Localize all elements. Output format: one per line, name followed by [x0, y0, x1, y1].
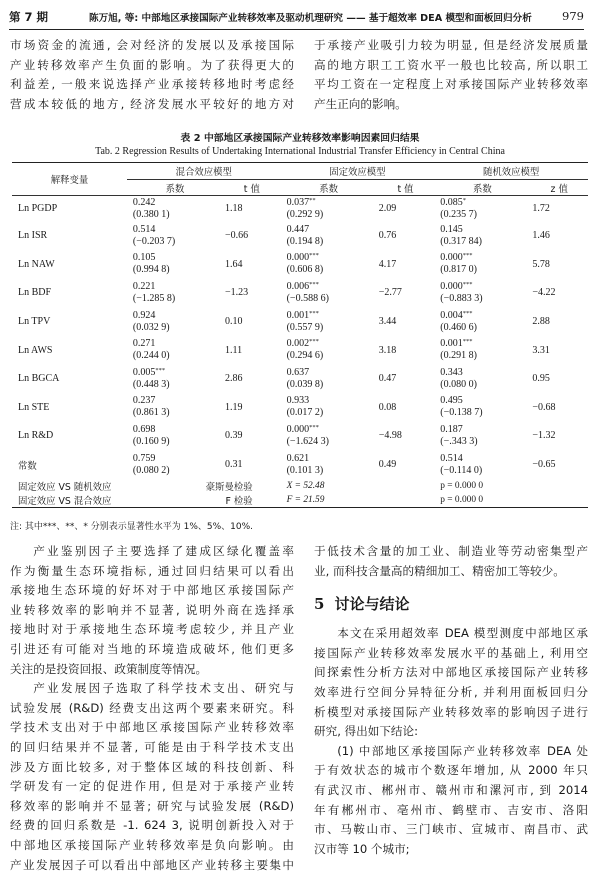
coef-value: 0.000 — [286, 423, 310, 435]
coef-value: 0.698 — [132, 423, 156, 435]
group-header-fixed: 固定效应模型 — [281, 163, 435, 180]
coef-cell — [434, 279, 530, 308]
coef-cell — [281, 279, 377, 308]
table-row — [12, 307, 588, 336]
t-value: 3.44 — [378, 316, 397, 328]
text-line: 研究, 得出如下结论: — [314, 724, 419, 739]
coef-value: 0.145 — [440, 223, 463, 235]
coef-value: 0.242 — [132, 196, 156, 208]
t-header: t 值 — [377, 180, 435, 196]
significance-mark: *** — [309, 252, 319, 260]
top-right-paragraph — [314, 36, 588, 114]
t-value: 0.08 — [378, 401, 397, 413]
coef-value-line — [133, 310, 223, 322]
table-row — [12, 450, 588, 479]
text-line: 产业发展因子可以看出中部地区产业转移主要集中 — [10, 857, 294, 872]
z-value: 1.72 — [532, 203, 550, 215]
z-value: 1.46 — [532, 230, 550, 242]
running-title: 陈万旭, 等: 中部地区承接国际产业转移效率及驱动机理研究 —— 基于超效率 DEA 模型和面板回归分析 — [89, 13, 532, 24]
coef-cell — [281, 196, 377, 222]
coef-value-line — [287, 338, 377, 350]
coef-cell — [434, 450, 530, 479]
right-column-body — [314, 542, 588, 859]
coef-cell — [434, 336, 530, 365]
text-line: 高的地方职工工资水平一般也比较高, 所以职工 — [314, 57, 588, 72]
variable-header: 解释变量 — [12, 163, 127, 196]
text-line: 市场资金的流通, 会对经济的发展以及承接国际 — [10, 38, 294, 52]
significance-mark: *** — [155, 366, 166, 374]
variable-name: Ln BGCA — [18, 373, 60, 385]
section-number: 5 — [314, 595, 325, 614]
table-row — [12, 422, 588, 451]
text-line: 析模型对承接国际产业转移效率的影响因子进行 — [314, 704, 588, 719]
t-value: 0.49 — [378, 459, 397, 471]
text-line: 涉及方面比较多, 对于整体区域的科技创新、科 — [10, 759, 294, 774]
table-row — [12, 222, 588, 251]
test-row — [12, 493, 588, 508]
text-line: 平均工资在一定程度上对承接国际产业转移效率 — [314, 77, 588, 92]
coef-estimate: (0.244 0) — [132, 350, 170, 362]
text-line: 效率进行空间分异特征分析, 并利用面板回归分 — [314, 684, 588, 699]
coef-estimate: (0.994 8) — [132, 264, 170, 276]
significance-mark: *** — [462, 338, 473, 346]
coef-value: 0.514 — [132, 223, 156, 235]
coef-cell — [281, 222, 377, 251]
text-line: 作为衡量生态环境指标, 通过回归结果可以看出 — [10, 563, 294, 578]
coef-value: 0.000 — [440, 252, 463, 264]
t-value: −0.66 — [225, 230, 249, 242]
coef-estimate: (−0.883 3) — [440, 292, 483, 304]
test-p-value: p = 0.000 0 — [440, 480, 484, 491]
table-row — [12, 250, 588, 279]
coef-cell — [281, 307, 377, 336]
coef-value-line — [133, 453, 223, 465]
variable-name: 常数 — [18, 460, 37, 472]
coef-estimate: (−0.114 0) — [440, 464, 483, 476]
t-value: 1.19 — [225, 401, 243, 413]
coef-value: 0.001 — [440, 338, 463, 350]
text-line: (1) 中部地区承接国际产业转移效率 DEA 处 — [337, 743, 588, 758]
text-line: 本文在采用超效率 DEA 模型测度中部地区承 — [337, 626, 588, 641]
coef-value: 0.237 — [132, 395, 156, 407]
coef-value-line — [287, 367, 377, 379]
section-title: 讨论与结论 — [334, 595, 410, 614]
table-caption-zh: 表 2 中部地区承接国际产业转移效率影响因素回归结果 — [180, 133, 420, 144]
coef-estimate: (0.039 8) — [286, 378, 324, 390]
t-value: 1.18 — [225, 203, 243, 215]
t-value: −4.98 — [378, 430, 402, 442]
coef-value-line — [133, 367, 223, 379]
coef-estimate: (0.017 2) — [286, 407, 324, 419]
text-line: 业, 而科技含量高的精细加工、精密加工等较少。 — [314, 563, 565, 578]
table-caption-en: Tab. 2 Regression Results of Undertaking International Industrial Transfer Efficiency in Central China — [95, 146, 505, 157]
coef-value-line — [440, 252, 530, 264]
t-value: 0.31 — [225, 459, 243, 471]
t-value: 1.11 — [225, 344, 243, 356]
coef-estimate: (0.317 84) — [440, 235, 482, 247]
text-line: 市、马鞍山市、三门峡市、宣城市、南昌市、武 — [314, 822, 588, 837]
coef-value-line — [440, 395, 530, 407]
coef-header: 系数 — [434, 180, 530, 196]
coef-value-line — [287, 453, 377, 465]
coef-cell — [434, 422, 530, 451]
t-header: t 值 — [223, 180, 281, 196]
coef-estimate: (0.292 9) — [286, 208, 324, 220]
text-line: 学技术支出对于中部地区承接国际产业转移效率 — [10, 720, 294, 735]
variable-name: Ln R&D — [18, 430, 54, 442]
coef-value-line — [287, 310, 377, 322]
coef-value-line — [287, 252, 377, 264]
coef-estimate: (0.160 9) — [132, 435, 170, 447]
coef-estimate: (0.294 6) — [286, 350, 324, 362]
text-line: 接地时对于承接地生态环境考虑较少, 并且产业 — [10, 622, 294, 637]
regression-table — [12, 162, 588, 508]
coef-estimate: (0.291 8) — [440, 350, 477, 362]
coef-estimate: (0.380 1) — [132, 208, 170, 220]
coef-estimate: (0.861 3) — [132, 407, 170, 419]
t-value: 3.18 — [378, 344, 397, 356]
coef-cell — [281, 450, 377, 479]
significance-mark: *** — [309, 280, 319, 288]
coef-estimate: (−.343 3) — [440, 435, 478, 447]
coef-value: 0.005 — [132, 366, 156, 378]
coef-value: 0.621 — [286, 452, 310, 464]
coef-cell — [434, 307, 530, 336]
coef-estimate: (0.557 9) — [286, 321, 324, 333]
coef-header: 系数 — [281, 180, 377, 196]
coef-estimate: (0.080 2) — [132, 464, 170, 476]
coef-value-line — [440, 424, 530, 436]
coef-value: 0.221 — [132, 280, 156, 292]
test-row — [12, 479, 588, 493]
coef-value: 0.495 — [440, 395, 463, 407]
coef-cell — [434, 250, 530, 279]
significance-mark: *** — [462, 309, 473, 317]
table-row — [12, 196, 588, 222]
z-value: 2.88 — [532, 316, 550, 328]
coef-value: 0.759 — [132, 452, 156, 464]
text-line: 有武汉市、郴州市、赣州市和漯河市, 到 2014 — [314, 782, 588, 797]
test-comparison: 固定效应 VS 随机效应 — [18, 481, 112, 493]
test-name: F 检验 — [127, 493, 281, 508]
significance-mark: *** — [462, 252, 473, 260]
text-line: 中部地区承接国际产业转移效率是负向影响。由 — [10, 837, 294, 852]
coef-value: 0.000 — [440, 280, 463, 292]
top-left-paragraph — [10, 36, 294, 114]
coef-value-line — [440, 338, 530, 350]
coef-estimate: (−1.624 3) — [286, 435, 329, 447]
coef-value-line — [287, 197, 377, 209]
text-line: 产业发展因子选取了科学技术支出、研究与 — [33, 681, 294, 696]
group-header-random: 随机效应模型 — [434, 163, 588, 180]
coef-cell — [127, 393, 223, 422]
coef-estimate: (−0.203 7) — [132, 235, 176, 247]
z-value: 3.31 — [532, 344, 550, 356]
text-line: 汉市等 10 个城市; — [314, 841, 410, 856]
coef-value: 0.343 — [440, 366, 463, 378]
coef-cell — [127, 336, 223, 365]
text-line: 营成本较低的地方, 经济发展水平较好的地方对 — [10, 96, 294, 111]
t-value: 0.76 — [378, 230, 397, 242]
text-line: 年有郴州市、亳州市、鹤壁市、吉安市、洛阳 — [314, 802, 588, 817]
coef-value: 0.447 — [286, 223, 310, 235]
coef-value: 0.006 — [286, 280, 310, 292]
coef-value: 0.037 — [286, 196, 310, 208]
coef-value: 0.000 — [286, 252, 310, 264]
coef-estimate: (0.194 8) — [286, 235, 324, 247]
coef-value-line — [287, 395, 377, 407]
significance-mark: *** — [309, 423, 319, 431]
coef-cell — [434, 364, 530, 393]
t-value: 4.17 — [378, 258, 397, 270]
coef-value-line — [287, 224, 377, 236]
coef-cell — [281, 393, 377, 422]
text-line: 引进还有可能对当地的环境造成破坏, 他们更多 — [10, 641, 294, 656]
coef-cell — [281, 250, 377, 279]
text-line: 移效率的影响并不显著; 研究与试验发展 (R&D) — [10, 798, 294, 813]
test-name: 豪斯曼检验 — [205, 481, 253, 493]
text-line: 于承接产业吸引力较为明显, 但是经济发展质量 — [314, 38, 588, 52]
z-value: −0.68 — [532, 401, 556, 413]
text-line: 于有效状态的城市个数逐年增加, 从 2000 年只 — [314, 763, 588, 778]
coef-estimate: (0.448 3) — [132, 378, 170, 390]
z-header: z 值 — [530, 180, 588, 196]
coef-cell — [127, 250, 223, 279]
variable-name: Ln ISR — [18, 230, 48, 242]
coef-cell — [281, 364, 377, 393]
t-value: 2.09 — [378, 203, 397, 215]
coef-estimate: (−1.285 8) — [132, 292, 176, 304]
text-line: 利益差, 一般来说选择产业承接转移地时考虑经 — [10, 77, 294, 92]
table-row — [12, 336, 588, 365]
text-line: 间探索性分析方法对中部地区承接国际产业转移 — [314, 665, 588, 680]
variable-name: Ln PGDP — [18, 203, 58, 215]
coef-cell — [127, 307, 223, 336]
z-value: 5.78 — [532, 258, 550, 270]
coef-value: 0.187 — [440, 423, 463, 435]
page-number: 979 — [562, 9, 584, 23]
coef-value-line — [133, 197, 223, 209]
significance-mark: * — [462, 196, 467, 204]
test-statistic: F = 21.59 — [281, 493, 435, 508]
text-line: 于低技术含量的加工业、制造业等劳动密集型产 — [314, 544, 588, 558]
t-value: 0.39 — [225, 430, 243, 442]
table-row — [12, 364, 588, 393]
text-line: 业转移效率的影响并不显著, 说明外商在选择承 — [10, 602, 294, 617]
coef-estimate: (0.101 3) — [286, 464, 324, 476]
coef-value: 0.271 — [132, 338, 156, 350]
coef-estimate: (0.817 0) — [440, 264, 477, 276]
t-value: 1.64 — [225, 258, 243, 270]
coef-header: 系数 — [127, 180, 223, 196]
t-value: 0.10 — [225, 316, 243, 328]
coef-cell — [127, 222, 223, 251]
coef-value-line — [440, 310, 530, 322]
coef-value: 0.924 — [132, 309, 156, 321]
coef-estimate: (0.606 8) — [286, 264, 324, 276]
coef-estimate: (0.032 9) — [132, 321, 170, 333]
coef-cell — [281, 422, 377, 451]
z-value: 0.95 — [532, 373, 550, 385]
z-value: −4.22 — [532, 287, 556, 299]
coef-cell — [281, 336, 377, 365]
coef-estimate: (0.080 0) — [440, 378, 477, 390]
significance-mark: *** — [309, 309, 319, 317]
coef-value-line — [440, 367, 530, 379]
z-value: −1.32 — [532, 430, 556, 442]
text-line: 承接地生态环境的好坏对于中部地区承接国际产 — [10, 583, 294, 598]
text-line: 产生正向的影响。 — [314, 96, 407, 111]
text-line: 产业鉴别因子主要选择了建成区绿化覆盖率 — [33, 544, 294, 558]
variable-name: Ln BDF — [18, 287, 52, 299]
coef-value-line — [287, 281, 377, 293]
test-p-value: p = 0.000 0 — [434, 493, 588, 508]
coef-cell — [434, 393, 530, 422]
coef-value: 0.514 — [440, 452, 463, 464]
coef-estimate: (−0.138 7) — [440, 407, 483, 419]
coef-value-line — [133, 252, 223, 264]
coef-value: 0.637 — [286, 366, 310, 378]
coef-estimate: (0.235 7) — [440, 208, 477, 220]
coef-value-line — [287, 424, 377, 436]
coef-value-line — [440, 281, 530, 293]
coef-estimate: (0.460 6) — [440, 321, 477, 333]
t-value: −2.77 — [378, 287, 402, 299]
table-row — [12, 279, 588, 308]
test-comparison: 固定效应 VS 混合效应 — [12, 493, 127, 508]
coef-cell — [127, 196, 223, 222]
text-line: 产业转移效率产生负面的影响。为了获得更大的 — [10, 57, 294, 72]
t-value: 0.47 — [378, 373, 397, 385]
variable-name: Ln STE — [18, 401, 50, 413]
issue-number: 第 7 期 — [9, 10, 49, 24]
coef-value: 0.004 — [440, 309, 463, 321]
text-line: 经费的回归系数是 -1. 624 3, 说明创新投入对于 — [10, 818, 294, 833]
coef-cell — [127, 450, 223, 479]
variable-name: Ln TPV — [18, 316, 51, 328]
coef-value-line — [133, 395, 223, 407]
text-line: 接国际产业转移效率发展水平的基础上, 利用空 — [314, 645, 588, 660]
coef-value-line — [440, 197, 530, 209]
coef-cell — [127, 422, 223, 451]
text-line: 的回归结果并不显著, 可能是由于科学技术支出 — [10, 739, 294, 754]
text-line: 学研发有一定的促进作用, 但是对于承接产业转 — [10, 779, 294, 794]
coef-value-line — [133, 338, 223, 350]
coef-value: 0.085 — [440, 196, 463, 208]
text-line: 试验发展 (R&D) 经费支出这两个要素来研究。科 — [10, 700, 294, 715]
coef-estimate: (−0.588 6) — [286, 292, 329, 304]
significance-mark: *** — [309, 338, 319, 346]
running-header — [9, 4, 584, 30]
coef-value: 0.105 — [132, 252, 156, 264]
coef-value-line — [440, 224, 530, 236]
variable-name: Ln AWS — [18, 344, 53, 356]
significance-mark: *** — [462, 280, 473, 288]
variable-name: Ln NAW — [18, 258, 55, 270]
coef-cell — [434, 222, 530, 251]
coef-value-line — [440, 453, 530, 465]
section-heading — [314, 586, 588, 624]
table-row — [12, 393, 588, 422]
coef-value: 0.002 — [286, 338, 310, 350]
coef-value: 0.933 — [286, 395, 310, 407]
left-column-body — [10, 542, 294, 872]
coef-cell — [434, 196, 530, 222]
coef-value-line — [133, 281, 223, 293]
coef-value: 0.001 — [286, 309, 310, 321]
z-value: −0.65 — [532, 459, 556, 471]
text-line: 关注的是投资回报、政策制度等情况。 — [10, 661, 208, 676]
group-header-pooled: 混合效应模型 — [127, 163, 281, 180]
coef-cell — [127, 279, 223, 308]
table-note: 注: 其中***、**、* 分别表示显著性水平为 1%、5%、10%. — [10, 522, 254, 532]
t-value: −1.23 — [225, 287, 249, 299]
coef-value-line — [133, 224, 223, 236]
significance-mark: ** — [309, 196, 316, 204]
coef-value-line — [133, 424, 223, 436]
t-value: 2.86 — [225, 373, 243, 385]
test-statistic: X = 52.48 — [286, 480, 325, 491]
coef-cell — [127, 364, 223, 393]
